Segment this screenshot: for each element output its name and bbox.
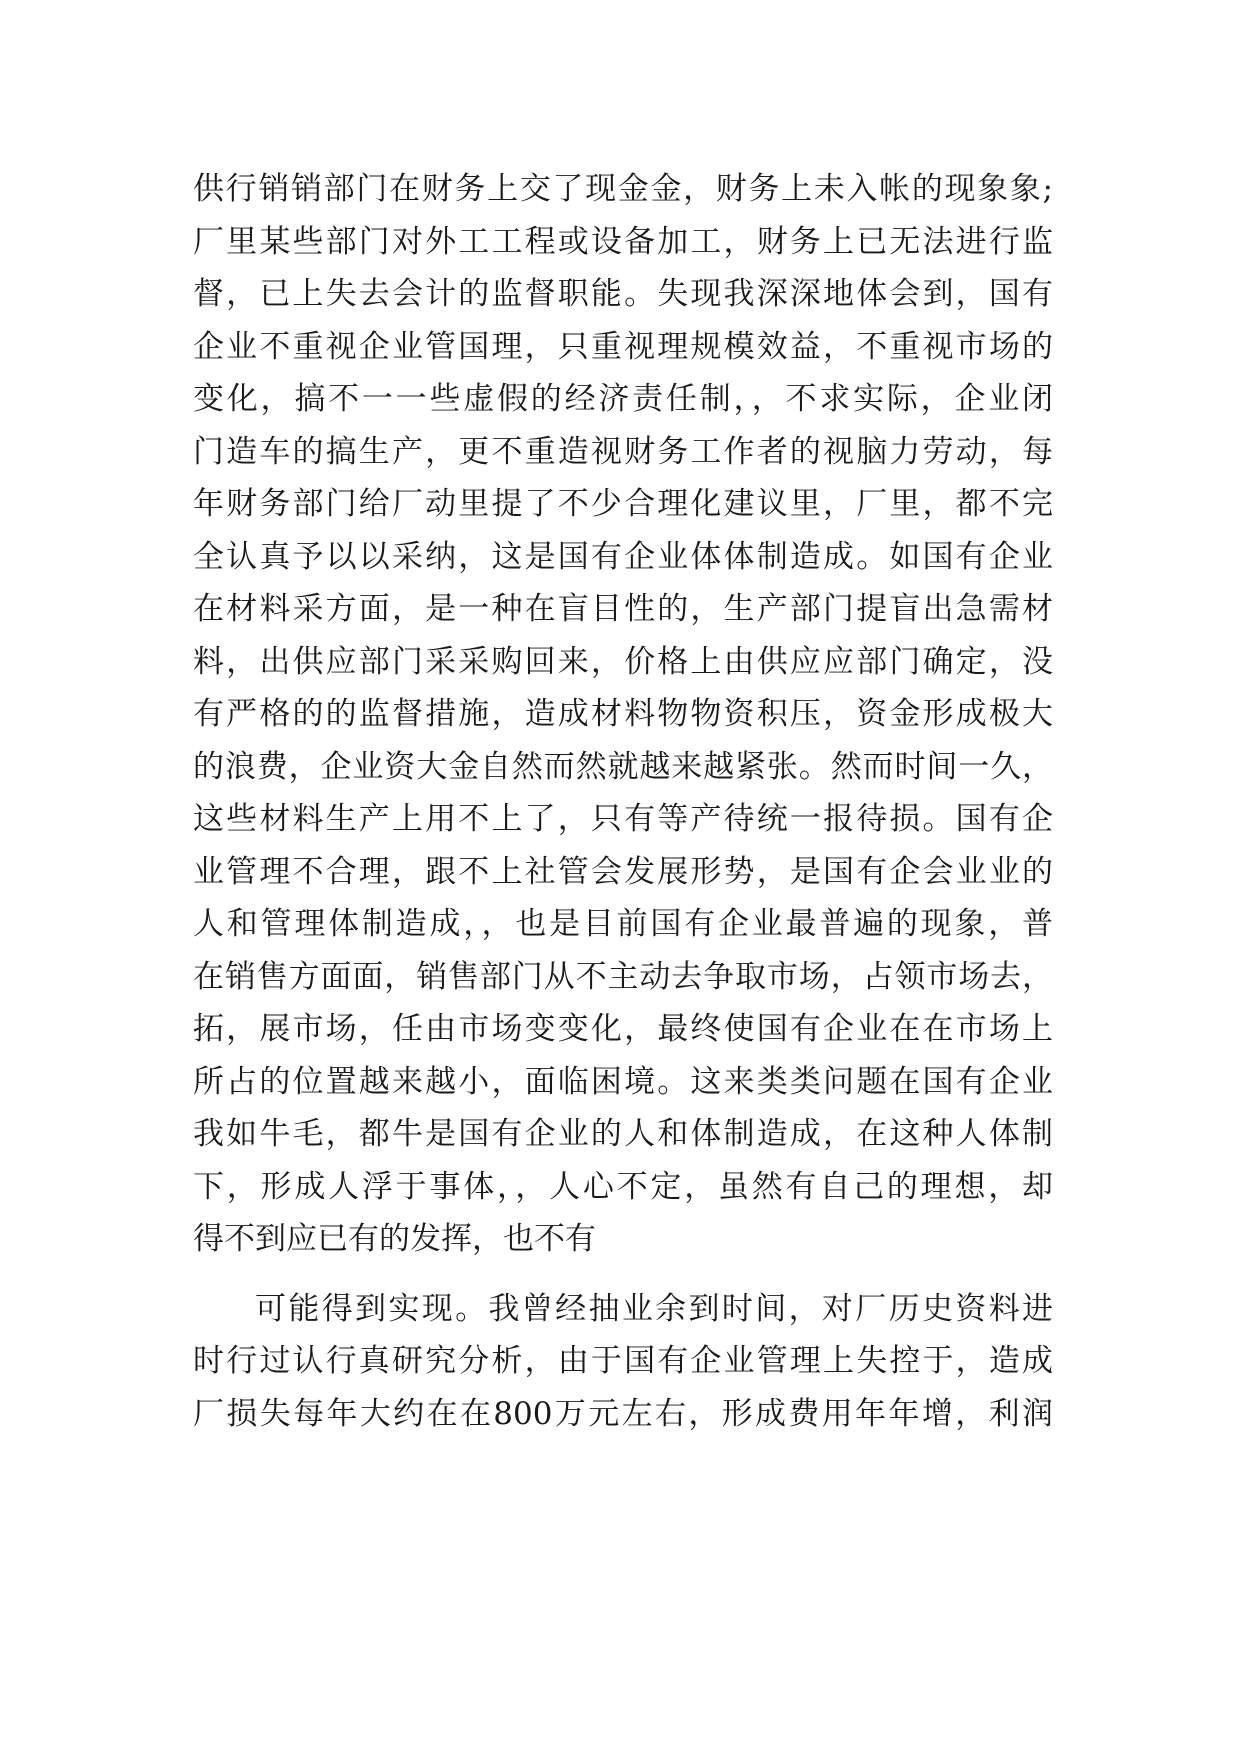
text-line: 下，形成人浮于事体，，人心不定，虽然有自己的理想，却 — [193, 1168, 1053, 1205]
text-line: 得不到应已有的发挥，也不有 — [193, 1221, 596, 1257]
text-line: 在销售方面面，销售部门从不主动去争取市场，占领市场去， — [193, 958, 1053, 995]
paragraph — [193, 1283, 1053, 1441]
text-line: 的浪费，企业资大金自然而然就越来越紧张。然而时间一久， — [193, 748, 1053, 785]
text-line: 督，已上失去会计的监督职能。失现我深深地体会到，国有 — [193, 276, 1053, 312]
text-line: 供行销销部门在财务上交了现金金，财务上未入帐的现象象; — [193, 171, 1053, 207]
text-line: 有严格的的监督措施，造成材料物物资积压，资金形成极大 — [193, 696, 1053, 732]
text-line: 全认真予以以采纳，这是国有企业体体制造成。如国有企业 — [193, 538, 1053, 575]
text-line: 时行过认行真研究分析，由于国有企业管理上失控于，造成 — [193, 1343, 1053, 1379]
text-line: 厂损失每年大约在在800万元左右，形成费用年年增，利润 — [193, 1395, 1053, 1432]
text-line: 在材料采方面，是一种在盲目性的，生产部门提盲出急需材 — [193, 591, 1053, 627]
text-line: 业管理不合理，跟不上社管会发展形势，是国有企会业业的 — [193, 853, 1053, 890]
text-line: 门造车的搞生产，更不重造视财务工作者的视脑力劳动，每 — [193, 433, 1053, 470]
document-body — [193, 163, 1053, 1440]
text-line: 人和管理体制造成，，也是目前国有企业最普遍的现象，普 — [193, 906, 1053, 942]
text-line: 这些材料生产上用不上了，只有等产待统一报待损。国有企 — [193, 801, 1053, 837]
text-line: 企业不重视企业管国理，只重视理规模效益，不重视市场的 — [193, 328, 1053, 365]
text-line: 我如牛毛，都牛是国有企业的人和体制造成，在这种人体制 — [193, 1116, 1053, 1152]
text-line: 厂里某些部门对外工工程或设备加工，财务上已无法进行监 — [193, 223, 1053, 260]
text-line: 可能得到实现。我曾经抽业余到时间，对厂历史资料进 — [255, 1290, 1053, 1327]
text-line: 拓，展市场，任由市场变变化，最终使国有企业在在市场上 — [193, 1011, 1053, 1047]
paragraph — [193, 163, 1053, 1266]
text-line: 料，出供应部门采采购回来，价格上由供应应部门确定，没 — [193, 643, 1053, 680]
paragraph-gap — [193, 1266, 1053, 1283]
text-line: 所占的位置越来越小，面临困境。这来类类问题在国有企业 — [193, 1063, 1053, 1100]
text-line: 年财务部门给厂动里提了不少合理化建议里，厂里，都不完 — [193, 486, 1053, 522]
text-line: 变化，搞不一一些虚假的经济责任制，，不求实际，企业闭 — [193, 381, 1053, 417]
